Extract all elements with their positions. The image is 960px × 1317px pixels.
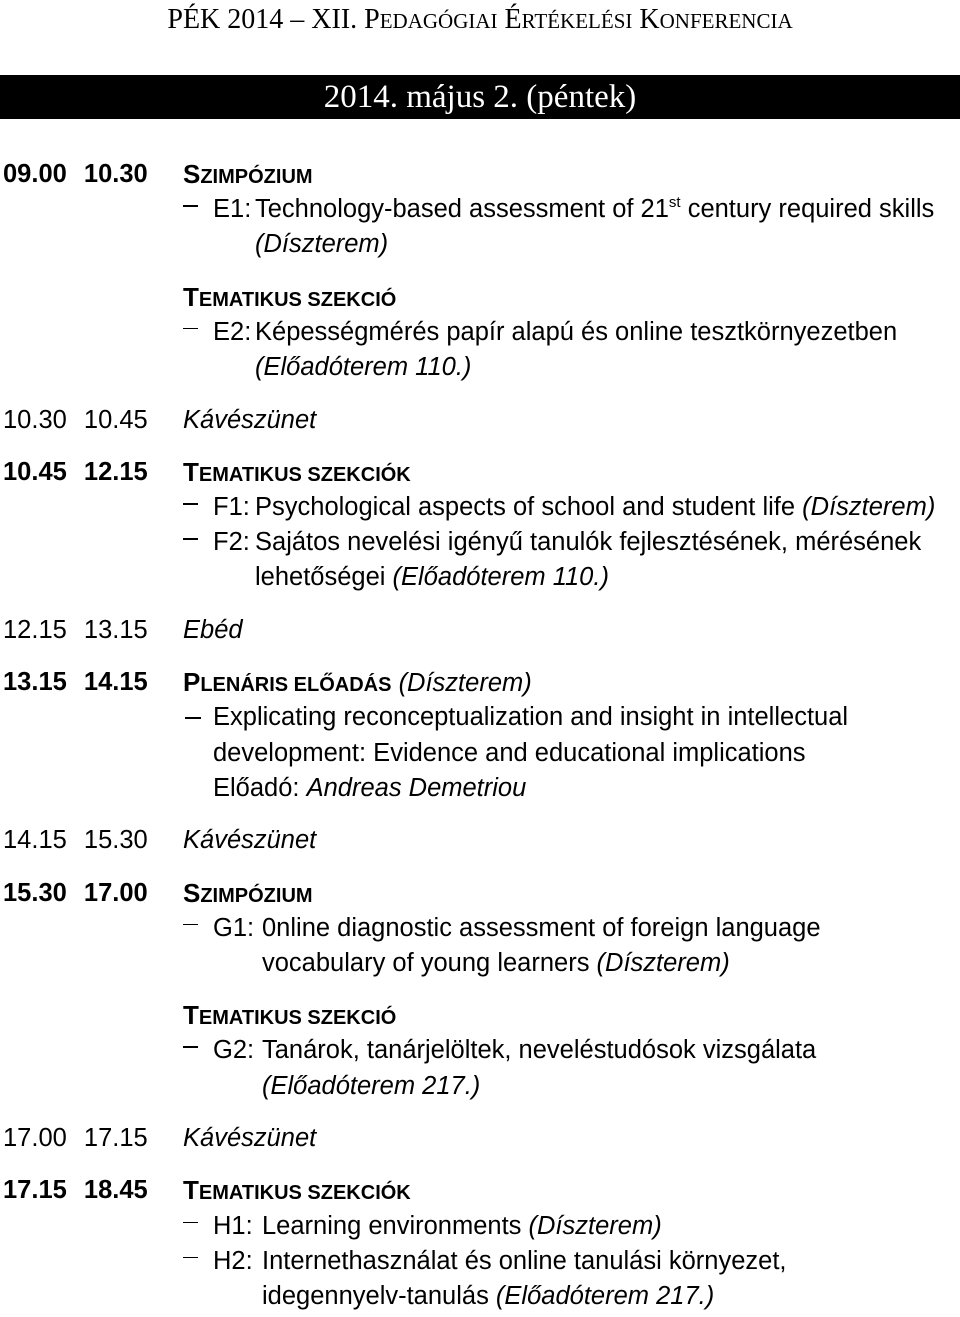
dash-bullet [183,205,198,207]
session-title: Psychological aspects of school and student life [255,493,796,522]
session-type-label: TEMATIKUS SZEKCIÓ [183,281,397,312]
slot-content [183,455,960,596]
session-type-line [183,665,960,700]
session-code: F2: [213,528,250,557]
session-type-label: TEMATIKUS SZEKCIÓK [183,1175,411,1206]
session-title: Tanárok, tanárjelöltek, neveléstudósok vizsgálata [262,1036,817,1065]
schedule-slot [0,1173,960,1314]
session-title: Internethasználat és online tanulási környezet, [262,1246,787,1275]
session-group [183,665,960,806]
session-room: (Előadóterem 217.) [262,1071,481,1100]
slot-time: 13.15 14.15 [3,668,148,697]
session-room: (Díszterem) [255,230,389,259]
ordinal-suffix: st [668,194,681,212]
session-code: F1: [213,493,250,522]
dash-bullet [183,503,198,505]
break-slot [0,403,960,438]
session-title: 0nline diagnostic assessment of foreign language [262,913,821,942]
lecture-title-cont-line [183,736,960,771]
slot-time: 14.15 15.30 [3,826,148,855]
session-room: (Díszterem) [596,948,730,977]
break-line [183,613,960,648]
slot-time: 17.00 17.15 [3,1124,148,1152]
session-code: G1: [213,913,255,942]
session-title: Technology-based assessment of 21 [255,195,669,224]
break-label: Kávészünet [183,1124,317,1152]
session-code: E1: [213,195,252,224]
session-group [183,876,960,982]
session-room-line [183,227,960,262]
header-word: KONFERENCIA [639,4,793,35]
dash-bullet [183,1257,198,1259]
session-item [183,1209,960,1244]
session-type-line [183,455,960,490]
session-group [183,455,960,596]
session-group [183,280,960,386]
presenter-label: Előadó: [213,773,300,802]
session-type-label: TEMATIKUS SZEKCIÓ [183,1000,397,1031]
date-text: 2014. május 2. (péntek) [323,79,637,115]
session-type-label: PLENÁRIS ELŐADÁS [183,667,392,698]
session-room-line [183,350,960,385]
session-item [183,315,960,350]
session-title-cont-line [183,1279,960,1314]
session-item [183,192,960,227]
break-label: Kávészünet [183,826,317,855]
date-banner [0,75,960,119]
schedule-slot [0,455,960,596]
break-label: Ebéd [183,615,243,644]
dash-bullet [183,538,198,540]
session-title: Képességmérés papír alapú és online tesztkörnyezetben [255,317,898,346]
slot-content [183,876,960,1104]
session-code: G2: [213,1036,255,1065]
session-type-label: SZIMPÓZIUM [183,877,313,908]
session-item [183,525,960,560]
session-room: (Előadóterem 217.) [495,1281,715,1310]
break-line [183,403,960,438]
session-code: H1: [213,1211,253,1240]
break-line [183,823,960,858]
session-type-line [183,1173,960,1208]
session-group [183,998,960,1104]
session-item [183,1033,960,1068]
break-slot [0,1121,960,1156]
session-title: Sajátos nevelési igényű tanulók fejlesztésének, mérésének [255,528,922,557]
session-item [183,700,960,735]
break-slot [0,823,960,858]
schedule-slot [0,876,960,1104]
session-group [183,1173,960,1314]
session-title-cont-line [183,946,960,981]
session-type-line [183,876,960,911]
session-item [183,490,960,525]
session-room: (Díszterem) [802,493,936,522]
session-item [183,1244,960,1279]
slot-content [183,157,960,385]
slot-time: 10.45 12.15 [3,457,148,486]
session-room: (Díszterem) [528,1211,662,1240]
slot-content [183,613,960,648]
session-type-label: TEMATIKUS SZEKCIÓK [183,456,411,487]
slot-content [183,665,960,806]
session-room-line [183,1069,960,1104]
session-title-cont: lehetőségei [255,563,386,592]
dash-bullet [183,1222,198,1224]
session-type-line [183,280,960,315]
break-slot [0,613,960,648]
slot-content [183,823,960,858]
schedule-slot [0,157,960,385]
session-room: (Díszterem) [398,669,532,698]
break-line [183,1121,960,1156]
lecture-title: Explicating reconceptualization and insight in intellectual [213,703,849,732]
slot-content [183,1121,960,1156]
dash-bullet [183,924,198,926]
dash-bullet [183,1046,198,1048]
header-prefix: PÉK 2014 – XII. [167,4,358,35]
session-group [183,157,960,263]
slot-time: 17.15 18.45 [3,1176,148,1205]
break-label: Kávészünet [183,405,317,434]
session-room: (Előadóterem 110.) [392,563,609,592]
slot-time: 12.15 13.15 [3,615,148,644]
session-type-label: SZIMPÓZIUM [183,159,313,189]
slot-time: 09.00 10.30 [3,160,148,188]
slot-time: 15.30 17.00 [3,878,148,907]
session-title-cont: century required skills [687,195,935,224]
session-title-cont-line [183,560,960,595]
session-room: (Előadóterem 110.) [255,353,472,382]
slot-content [183,1173,960,1314]
slot-content [183,403,960,438]
session-title-cont: vocabulary of young learners [262,948,590,977]
dash-bullet [183,328,198,330]
session-code: E2: [213,317,252,346]
presenter-name: Andreas Demetriou [306,773,527,802]
conference-header [0,0,960,40]
session-title: Learning environments [262,1211,522,1240]
schedule-slot [0,665,960,806]
session-item [183,911,960,946]
lecture-title-cont: development: Evidence and educational implications [213,738,806,767]
session-type-line [183,157,960,192]
schedule [0,157,960,1314]
header-word: ÉRTÉKELÉSI [504,4,633,35]
session-type-line [183,998,960,1033]
dash-bullet [185,717,201,719]
session-title-cont: idegennyelv-tanulás [262,1281,489,1310]
session-code: H2: [213,1246,253,1275]
slot-time: 10.30 10.45 [3,405,148,434]
presenter-line [183,771,960,806]
header-word: PEDAGÓGIAI [364,4,498,35]
